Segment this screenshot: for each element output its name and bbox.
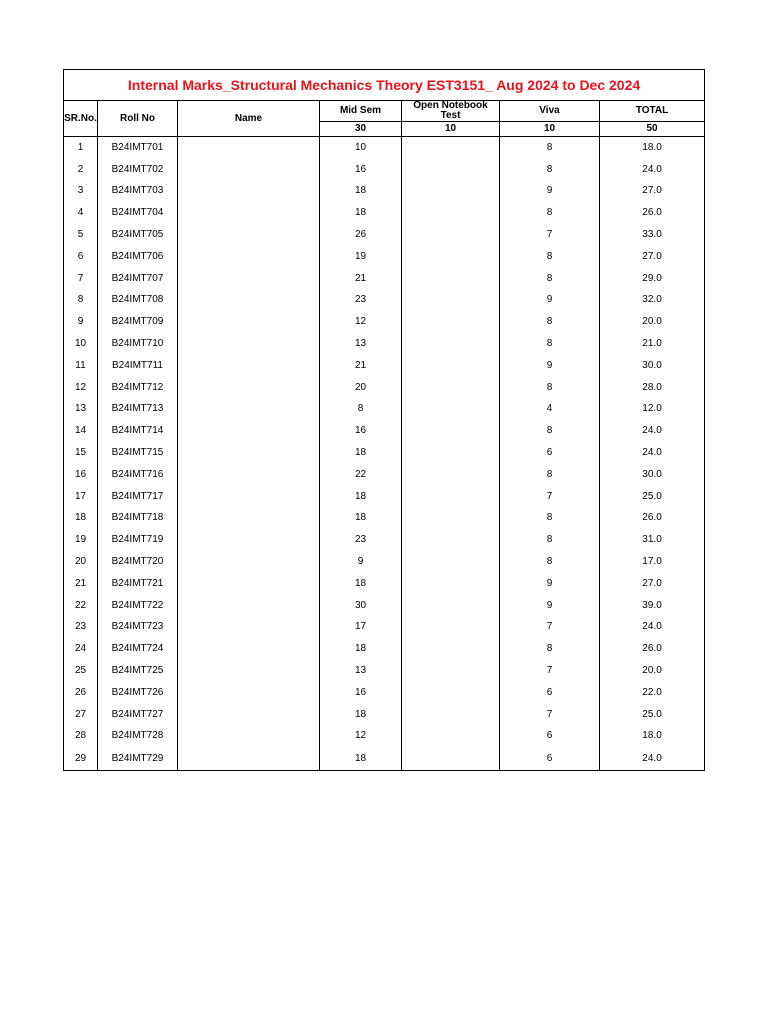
total-cell: 12.0 xyxy=(600,399,705,421)
roll-no-cell: B24IMT721 xyxy=(98,573,178,595)
sr-no-cell: 7 xyxy=(64,268,98,290)
table-row xyxy=(64,704,705,726)
name-cell xyxy=(178,573,320,595)
open-notebook-cell xyxy=(402,246,500,268)
viva-cell: 8 xyxy=(500,551,600,573)
sr-no-cell: 10 xyxy=(64,333,98,355)
roll-no-cell: B24IMT723 xyxy=(98,617,178,639)
sr-no-cell: 3 xyxy=(64,181,98,203)
mid-sem-cell: 18 xyxy=(320,202,402,224)
viva-cell: 7 xyxy=(500,224,600,246)
viva-cell: 7 xyxy=(500,486,600,508)
roll-no-cell: B24IMT712 xyxy=(98,377,178,399)
open-notebook-cell xyxy=(402,638,500,660)
mid-sem-cell: 20 xyxy=(320,377,402,399)
open-notebook-cell xyxy=(402,464,500,486)
marks-sheet xyxy=(63,69,704,771)
mid-sem-cell: 17 xyxy=(320,617,402,639)
table-row xyxy=(64,333,705,355)
roll-no-cell: B24IMT714 xyxy=(98,420,178,442)
roll-no-cell: B24IMT718 xyxy=(98,508,178,530)
name-cell xyxy=(178,682,320,704)
roll-no-cell: B24IMT724 xyxy=(98,638,178,660)
mid-sem-cell: 8 xyxy=(320,399,402,421)
table-row xyxy=(64,355,705,377)
open-notebook-cell xyxy=(402,181,500,203)
open-notebook-cell xyxy=(402,726,500,748)
sr-no-cell: 2 xyxy=(64,159,98,181)
open-notebook-cell xyxy=(402,595,500,617)
mid-sem-cell: 18 xyxy=(320,704,402,726)
mid-sem-cell: 16 xyxy=(320,420,402,442)
table-row xyxy=(64,159,705,181)
total-cell: 20.0 xyxy=(600,660,705,682)
viva-cell: 8 xyxy=(500,529,600,551)
open-notebook-cell xyxy=(402,399,500,421)
sheet-title: Internal Marks_Structural Mechanics Theory EST3151_ Aug 2024 to Dec 2024 xyxy=(64,70,705,101)
total-cell: 21.0 xyxy=(600,333,705,355)
roll-no-cell: B24IMT713 xyxy=(98,399,178,421)
mid-sem-cell: 30 xyxy=(320,595,402,617)
total-cell: 30.0 xyxy=(600,464,705,486)
header-name: Name xyxy=(178,101,320,137)
mid-sem-cell: 18 xyxy=(320,508,402,530)
viva-cell: 8 xyxy=(500,420,600,442)
viva-cell: 6 xyxy=(500,726,600,748)
name-cell xyxy=(178,508,320,530)
viva-cell: 8 xyxy=(500,508,600,530)
header-sr-no: SR.No. xyxy=(64,101,98,137)
sr-no-cell: 18 xyxy=(64,508,98,530)
table-row xyxy=(64,617,705,639)
mid-sem-cell: 21 xyxy=(320,268,402,290)
name-cell xyxy=(178,747,320,771)
sr-no-cell: 21 xyxy=(64,573,98,595)
header-mid-sem: Mid Sem xyxy=(320,101,402,122)
mid-sem-cell: 22 xyxy=(320,464,402,486)
open-notebook-cell xyxy=(402,224,500,246)
mid-sem-cell: 18 xyxy=(320,442,402,464)
total-cell: 27.0 xyxy=(600,181,705,203)
sr-no-cell: 1 xyxy=(64,137,98,159)
name-cell xyxy=(178,726,320,748)
open-notebook-cell xyxy=(402,290,500,312)
table-row xyxy=(64,420,705,442)
roll-no-cell: B24IMT709 xyxy=(98,311,178,333)
viva-cell: 8 xyxy=(500,311,600,333)
open-notebook-cell xyxy=(402,442,500,464)
name-cell xyxy=(178,202,320,224)
roll-no-cell: B24IMT711 xyxy=(98,355,178,377)
open-notebook-cell xyxy=(402,704,500,726)
table-row xyxy=(64,246,705,268)
mid-sem-cell: 12 xyxy=(320,726,402,748)
header-row xyxy=(64,101,705,122)
name-cell xyxy=(178,311,320,333)
sr-no-cell: 5 xyxy=(64,224,98,246)
name-cell xyxy=(178,290,320,312)
viva-cell: 8 xyxy=(500,268,600,290)
roll-no-cell: B24IMT722 xyxy=(98,595,178,617)
mid-sem-cell: 18 xyxy=(320,486,402,508)
viva-cell: 8 xyxy=(500,246,600,268)
sr-no-cell: 19 xyxy=(64,529,98,551)
open-notebook-cell xyxy=(402,486,500,508)
sr-no-cell: 4 xyxy=(64,202,98,224)
mid-sem-cell: 26 xyxy=(320,224,402,246)
open-notebook-cell xyxy=(402,202,500,224)
open-notebook-cell xyxy=(402,617,500,639)
total-cell: 30.0 xyxy=(600,355,705,377)
total-cell: 18.0 xyxy=(600,137,705,159)
total-cell: 31.0 xyxy=(600,529,705,551)
table-row xyxy=(64,529,705,551)
header-total: TOTAL xyxy=(600,101,705,122)
viva-cell: 7 xyxy=(500,617,600,639)
roll-no-cell: B24IMT720 xyxy=(98,551,178,573)
total-cell: 27.0 xyxy=(600,246,705,268)
roll-no-cell: B24IMT704 xyxy=(98,202,178,224)
name-cell xyxy=(178,246,320,268)
sr-no-cell: 9 xyxy=(64,311,98,333)
name-cell xyxy=(178,704,320,726)
sr-no-cell: 22 xyxy=(64,595,98,617)
mid-sem-cell: 23 xyxy=(320,529,402,551)
table-row xyxy=(64,290,705,312)
table-row xyxy=(64,551,705,573)
table-row xyxy=(64,682,705,704)
marks-table xyxy=(63,69,705,771)
name-cell xyxy=(178,333,320,355)
viva-cell: 8 xyxy=(500,159,600,181)
total-cell: 32.0 xyxy=(600,290,705,312)
sr-no-cell: 25 xyxy=(64,660,98,682)
name-cell xyxy=(178,551,320,573)
table-row xyxy=(64,747,705,771)
table-row xyxy=(64,377,705,399)
sr-no-cell: 20 xyxy=(64,551,98,573)
open-notebook-cell xyxy=(402,551,500,573)
open-notebook-cell xyxy=(402,529,500,551)
viva-cell: 8 xyxy=(500,137,600,159)
viva-cell: 8 xyxy=(500,202,600,224)
open-notebook-cell xyxy=(402,311,500,333)
open-notebook-cell xyxy=(402,573,500,595)
header-roll-no: Roll No xyxy=(98,101,178,137)
open-notebook-cell xyxy=(402,420,500,442)
viva-cell: 9 xyxy=(500,355,600,377)
open-notebook-cell xyxy=(402,333,500,355)
roll-no-cell: B24IMT703 xyxy=(98,181,178,203)
max-viva: 10 xyxy=(500,122,600,137)
name-cell xyxy=(178,137,320,159)
table-row xyxy=(64,660,705,682)
name-cell xyxy=(178,595,320,617)
total-cell: 24.0 xyxy=(600,617,705,639)
roll-no-cell: B24IMT725 xyxy=(98,660,178,682)
sr-no-cell: 6 xyxy=(64,246,98,268)
mid-sem-cell: 18 xyxy=(320,181,402,203)
name-cell xyxy=(178,420,320,442)
sr-no-cell: 15 xyxy=(64,442,98,464)
total-cell: 17.0 xyxy=(600,551,705,573)
sr-no-cell: 11 xyxy=(64,355,98,377)
table-row xyxy=(64,573,705,595)
table-row xyxy=(64,181,705,203)
total-cell: 18.0 xyxy=(600,726,705,748)
name-cell xyxy=(178,399,320,421)
table-row xyxy=(64,486,705,508)
total-cell: 26.0 xyxy=(600,508,705,530)
sr-no-cell: 13 xyxy=(64,399,98,421)
open-notebook-cell xyxy=(402,377,500,399)
viva-cell: 7 xyxy=(500,704,600,726)
header-open-notebook: Open Notebook Test xyxy=(402,101,500,122)
mid-sem-cell: 21 xyxy=(320,355,402,377)
roll-no-cell: B24IMT701 xyxy=(98,137,178,159)
total-cell: 33.0 xyxy=(600,224,705,246)
open-notebook-cell xyxy=(402,137,500,159)
open-notebook-cell xyxy=(402,268,500,290)
viva-cell: 7 xyxy=(500,660,600,682)
mid-sem-cell: 16 xyxy=(320,682,402,704)
mid-sem-cell: 16 xyxy=(320,159,402,181)
sr-no-cell: 17 xyxy=(64,486,98,508)
roll-no-cell: B24IMT708 xyxy=(98,290,178,312)
viva-cell: 9 xyxy=(500,595,600,617)
sr-no-cell: 24 xyxy=(64,638,98,660)
open-notebook-cell xyxy=(402,159,500,181)
mid-sem-cell: 18 xyxy=(320,747,402,771)
table-row xyxy=(64,311,705,333)
name-cell xyxy=(178,268,320,290)
sr-no-cell: 8 xyxy=(64,290,98,312)
title-row xyxy=(64,70,705,101)
roll-no-cell: B24IMT715 xyxy=(98,442,178,464)
roll-no-cell: B24IMT716 xyxy=(98,464,178,486)
roll-no-cell: B24IMT710 xyxy=(98,333,178,355)
roll-no-cell: B24IMT717 xyxy=(98,486,178,508)
marks-rows xyxy=(64,137,705,771)
mid-sem-cell: 10 xyxy=(320,137,402,159)
roll-no-cell: B24IMT728 xyxy=(98,726,178,748)
total-cell: 24.0 xyxy=(600,442,705,464)
name-cell xyxy=(178,224,320,246)
total-cell: 27.0 xyxy=(600,573,705,595)
viva-cell: 8 xyxy=(500,464,600,486)
table-row xyxy=(64,508,705,530)
viva-cell: 8 xyxy=(500,377,600,399)
roll-no-cell: B24IMT727 xyxy=(98,704,178,726)
mid-sem-cell: 23 xyxy=(320,290,402,312)
total-cell: 20.0 xyxy=(600,311,705,333)
name-cell xyxy=(178,377,320,399)
viva-cell: 9 xyxy=(500,573,600,595)
roll-no-cell: B24IMT729 xyxy=(98,747,178,771)
sr-no-cell: 12 xyxy=(64,377,98,399)
total-cell: 24.0 xyxy=(600,159,705,181)
table-row xyxy=(64,202,705,224)
sr-no-cell: 27 xyxy=(64,704,98,726)
name-cell xyxy=(178,529,320,551)
name-cell xyxy=(178,486,320,508)
sr-no-cell: 16 xyxy=(64,464,98,486)
table-row xyxy=(64,442,705,464)
viva-cell: 6 xyxy=(500,442,600,464)
mid-sem-cell: 9 xyxy=(320,551,402,573)
total-cell: 24.0 xyxy=(600,747,705,771)
mid-sem-cell: 19 xyxy=(320,246,402,268)
table-row xyxy=(64,137,705,159)
mid-sem-cell: 13 xyxy=(320,333,402,355)
table-row xyxy=(64,464,705,486)
mid-sem-cell: 13 xyxy=(320,660,402,682)
viva-cell: 8 xyxy=(500,638,600,660)
name-cell xyxy=(178,617,320,639)
name-cell xyxy=(178,442,320,464)
total-cell: 24.0 xyxy=(600,420,705,442)
total-cell: 39.0 xyxy=(600,595,705,617)
name-cell xyxy=(178,355,320,377)
max-open-notebook: 10 xyxy=(402,122,500,137)
sr-no-cell: 26 xyxy=(64,682,98,704)
roll-no-cell: B24IMT702 xyxy=(98,159,178,181)
viva-cell: 4 xyxy=(500,399,600,421)
table-row xyxy=(64,638,705,660)
viva-cell: 8 xyxy=(500,333,600,355)
table-row xyxy=(64,399,705,421)
name-cell xyxy=(178,660,320,682)
open-notebook-cell xyxy=(402,508,500,530)
open-notebook-cell xyxy=(402,660,500,682)
total-cell: 29.0 xyxy=(600,268,705,290)
table-row xyxy=(64,726,705,748)
name-cell xyxy=(178,638,320,660)
mid-sem-cell: 18 xyxy=(320,573,402,595)
mid-sem-cell: 18 xyxy=(320,638,402,660)
total-cell: 22.0 xyxy=(600,682,705,704)
total-cell: 25.0 xyxy=(600,704,705,726)
sr-no-cell: 23 xyxy=(64,617,98,639)
name-cell xyxy=(178,464,320,486)
name-cell xyxy=(178,159,320,181)
total-cell: 28.0 xyxy=(600,377,705,399)
open-notebook-cell xyxy=(402,355,500,377)
mid-sem-cell: 12 xyxy=(320,311,402,333)
viva-cell: 9 xyxy=(500,181,600,203)
max-total: 50 xyxy=(600,122,705,137)
roll-no-cell: B24IMT705 xyxy=(98,224,178,246)
open-notebook-cell xyxy=(402,682,500,704)
max-mid-sem: 30 xyxy=(320,122,402,137)
total-cell: 26.0 xyxy=(600,638,705,660)
roll-no-cell: B24IMT719 xyxy=(98,529,178,551)
total-cell: 25.0 xyxy=(600,486,705,508)
roll-no-cell: B24IMT707 xyxy=(98,268,178,290)
sr-no-cell: 29 xyxy=(64,747,98,771)
viva-cell: 6 xyxy=(500,747,600,771)
viva-cell: 6 xyxy=(500,682,600,704)
sr-no-cell: 28 xyxy=(64,726,98,748)
header-viva: Viva xyxy=(500,101,600,122)
table-row xyxy=(64,224,705,246)
name-cell xyxy=(178,181,320,203)
total-cell: 26.0 xyxy=(600,202,705,224)
roll-no-cell: B24IMT726 xyxy=(98,682,178,704)
viva-cell: 9 xyxy=(500,290,600,312)
sr-no-cell: 14 xyxy=(64,420,98,442)
open-notebook-cell xyxy=(402,747,500,771)
table-row xyxy=(64,268,705,290)
roll-no-cell: B24IMT706 xyxy=(98,246,178,268)
table-row xyxy=(64,595,705,617)
